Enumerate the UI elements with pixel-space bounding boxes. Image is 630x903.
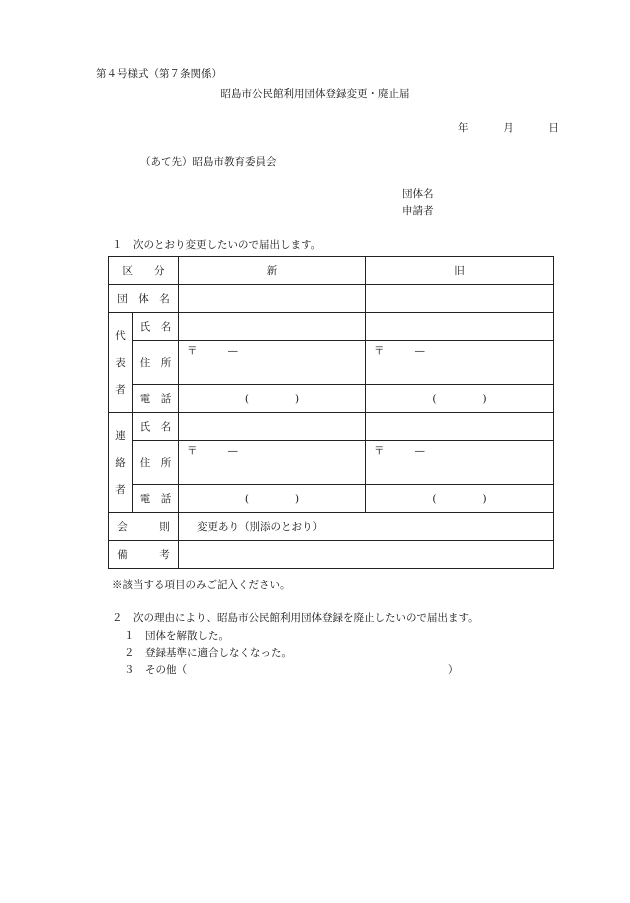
document-title: 昭島市公民館利用団体登録変更・廃止届: [220, 88, 410, 100]
group-name-new-field[interactable]: [179, 285, 366, 313]
rep-phone-label: 電 話: [133, 385, 179, 413]
remarks-field[interactable]: [179, 541, 554, 569]
phone-open-paren: (: [432, 392, 437, 405]
date-line: [458, 120, 559, 135]
contact-address-row: [109, 441, 554, 485]
postal-mark: 〒: [187, 445, 198, 457]
group-name-old-field[interactable]: [366, 285, 554, 313]
postal-dash: —: [414, 345, 425, 357]
month-label: 月: [503, 122, 514, 134]
postal-dash: —: [414, 445, 425, 457]
rep-address-row: [109, 341, 554, 385]
postal-dash: —: [227, 345, 238, 357]
note-text: ※該当する項目のみご記入ください。: [112, 579, 291, 591]
org-name-label: 団体名: [402, 188, 434, 200]
contact-name-old-field[interactable]: [366, 413, 554, 441]
contact-name-row: [109, 413, 554, 441]
rep-phone-row: [109, 385, 554, 413]
rep-address-label: 住 所: [133, 341, 179, 385]
contact-name-new-field[interactable]: [179, 413, 366, 441]
contact-group-label: 連 絡 者: [109, 413, 133, 513]
postal-mark: 〒: [187, 345, 198, 357]
contact-phone-row: [109, 485, 554, 513]
change-form-table: [108, 256, 554, 569]
new-header: 新: [179, 257, 366, 285]
contact-phone-label: 電 話: [133, 485, 179, 513]
contact-phone-new-field[interactable]: [179, 485, 366, 513]
phone-close-paren: ): [482, 392, 487, 405]
day-label: 日: [548, 122, 559, 134]
bylaws-row: [109, 513, 554, 541]
phone-close-paren: ): [295, 392, 300, 405]
applicant-label: 申請者: [402, 205, 434, 217]
old-header: 旧: [366, 257, 554, 285]
phone-close-paren: ): [295, 492, 300, 505]
reason-item-3-close-paren: ）: [448, 664, 459, 676]
remarks-row: [109, 541, 554, 569]
reason-item-1: １ 団体を解散した。: [124, 630, 229, 642]
representative-group-label: 代 表 者: [109, 313, 133, 413]
category-header: 区 分: [109, 257, 179, 285]
form-number: 第４号様式（第７条関係）: [96, 68, 222, 80]
bylaws-label: 会 則: [109, 513, 179, 541]
contact-address-new-field[interactable]: [179, 441, 366, 485]
contact-name-label: 氏 名: [133, 413, 179, 441]
group-name-label: 団 体 名: [109, 285, 179, 313]
table-header-row: [109, 257, 554, 285]
rep-phone-new-field[interactable]: [179, 385, 366, 413]
postal-dash: —: [227, 445, 238, 457]
rep-name-old-field[interactable]: [366, 313, 554, 341]
contact-address-old-field[interactable]: [366, 441, 554, 485]
rep-name-row: [109, 313, 554, 341]
phone-open-paren: (: [244, 492, 249, 505]
section2-title: ２ 次の理由により、昭島市公民館利用団体登録を廃止したいので届出ます。: [112, 612, 479, 624]
postal-mark: 〒: [374, 345, 385, 357]
reason-item-3: ３ その他（: [124, 664, 187, 676]
rep-name-label: 氏 名: [133, 313, 179, 341]
rep-phone-old-field[interactable]: [366, 385, 554, 413]
section1-title: １ 次のとおり変更したいので届出します。: [112, 239, 322, 251]
contact-address-label: 住 所: [133, 441, 179, 485]
group-name-row: [109, 285, 554, 313]
bylaws-value: 変更あり（別添のとおり）: [179, 513, 554, 541]
rep-name-new-field[interactable]: [179, 313, 366, 341]
contact-phone-old-field[interactable]: [366, 485, 554, 513]
rep-address-old-field[interactable]: [366, 341, 554, 385]
remarks-label: 備 考: [109, 541, 179, 569]
phone-open-paren: (: [432, 492, 437, 505]
reason-item-2: ２ 登録基準に適合しなくなった。: [124, 647, 292, 659]
postal-mark: 〒: [374, 445, 385, 457]
phone-open-paren: (: [244, 392, 249, 405]
year-label: 年: [458, 122, 469, 134]
phone-close-paren: ): [482, 492, 487, 505]
addressee: （あて先）昭島市教育委員会: [140, 156, 277, 168]
rep-address-new-field[interactable]: [179, 341, 366, 385]
